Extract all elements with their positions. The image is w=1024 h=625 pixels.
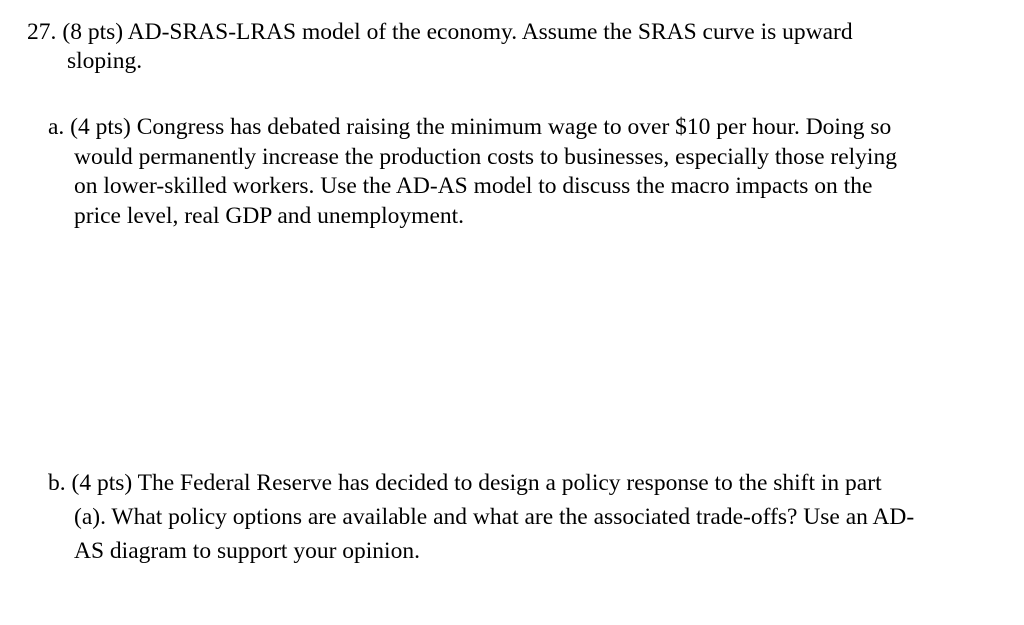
question-number: 27. — [27, 19, 57, 45]
question-27 — [27, 18, 987, 76]
part-b — [48, 466, 998, 568]
part-a-line: on lower-skilled workers. Use the AD-AS model to discuss the macro impacts on the — [74, 173, 873, 199]
part-a-line: would permanently increase the production costs to businesses, especially those relying — [74, 143, 897, 170]
part-b-line: (a). What policy options are available and what are the associated trade-offs? Use an AD- — [74, 504, 915, 530]
question-title-line2: sloping. — [67, 48, 143, 74]
question-header — [27, 18, 987, 47]
part-a — [48, 113, 998, 231]
part-a-line: price level, real GDP and unemployment. — [74, 202, 465, 229]
question-title-line1: (8 pts) AD-SRAS-LRAS model of the economy. Assume the SRAS curve is upward — [62, 19, 853, 45]
part-b-line: b. (4 pts) The Federal Reserve has decided to design a policy response to the shift in part — [48, 470, 882, 496]
part-a-line: a. (4 pts) Congress has debated raising the minimum wage to over $10 per hour. Doing so — [48, 114, 892, 140]
part-b-line: AS diagram to support your opinion. — [74, 538, 420, 564]
